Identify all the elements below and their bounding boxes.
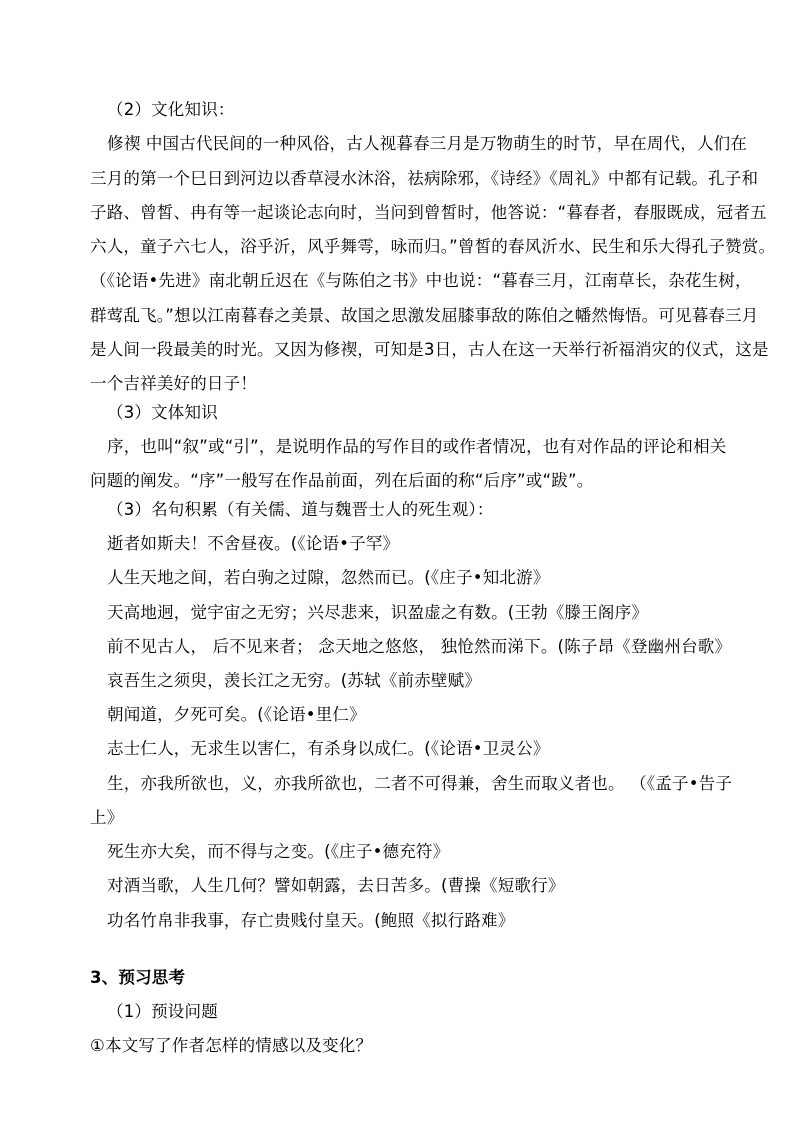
paragraph-line: 子路、曾皙、冉有等一起谈论志向时，当问到曾皙时，他答说：“暮春者，春服既成，冠者五 [90, 203, 767, 222]
paragraph-line: 三月的第一个巳日到河边以香草浸水沐浴，祛病除邪，《诗经》《周礼》中都有记载。孔子和 [90, 169, 759, 188]
paragraph-line: 六人，童子六七人，浴乎沂，风乎舞雩，咏而归。”曾皙的春风沂水、民生和乐大得孔子赞赏。 [90, 237, 776, 256]
quote-line: 志士仁人，无求生以害仁，有杀身以成仁。(《论语•卫灵公》 [107, 739, 550, 758]
quote-line: 人生天地之间，若白驹之过隙，忽然而已。(《庄子•知北游》 [107, 568, 550, 587]
paragraph-line: （《论语•先进》南北朝丘迟在《与陈伯之书》中也说：“暮春三月，江南草长，杂花生树， [90, 271, 752, 290]
heading-famous-quotes: （3）名句积累（有关儒、道与魏晋士人的死生观）： [107, 500, 494, 519]
question-line: ①本文写了作者怎样的情感以及变化？ [90, 1036, 373, 1055]
paragraph-line: 是人间一段最美的时光。又因为修禊，可知是3日，古人在这一天举行祈福消灾的仪式，这是 [90, 340, 769, 359]
quote-line: 功名竹帛非我事，存亡贵贱付皇天。(鲍照《拟行路难》 [107, 911, 515, 930]
quote-line: 对酒当歌，人生几何？譬如朝露，去日苦多。(曹操《短歌行》 [107, 876, 565, 895]
paragraph-line: 群莺乱飞。”想以江南暮春之美景、故国之思激发屈膝事敌的陈伯之幡然悔悟。可见暮春三月 [90, 306, 759, 325]
quote-line: 死生亦大矣，而不得与之变。(《庄子•德充符》 [107, 842, 450, 861]
heading-culture-knowledge: （2）文化知识： [107, 100, 235, 119]
quote-line: 前不见古人， 后不见来者； 念天地之悠悠， 独怆然而涕下。(陈子昂《登幽州台歌》 [107, 637, 732, 656]
quote-line: 逝者如斯夫！不舍昼夜。(《论语•子罕》 [107, 534, 400, 553]
quote-line: 天高地迥，觉宇宙之无穷；兴尽悲来，识盈虚之有数。(王勃《滕王阁序》 [107, 603, 649, 622]
paragraph-line: 一个吉祥美好的日子！ [90, 374, 257, 393]
quote-line: 哀吾生之须臾，羡长江之无穷。(苏轼《前赤壁赋》 [107, 671, 482, 690]
quote-line: 生，亦我所欲也，义，亦我所欲也，二者不可得兼，舍生而取义者也。 （《孟子•告子 [107, 774, 733, 793]
paragraph-line: 修禊 中国古代民间的一种风俗，古人视暮春三月是万物萌生的时节，早在周代，人们在 [107, 134, 748, 153]
quote-line: 朝闻道，夕死可矣。(《论语•里仁》 [107, 705, 366, 724]
heading-genre-knowledge: （3）文体知识 [107, 403, 218, 422]
paragraph-line: 序，也叫“叙”或“引”，是说明作品的写作目的或作者情况，也有对作品的评论和相关 [107, 437, 727, 456]
section-heading-preview: 3、预习思考 [90, 968, 186, 987]
paragraph-line: 问题的阐发。“序”一般写在作品前面，列在后面的称“后序”或“跋”。 [90, 471, 594, 490]
quote-line: 上》 [90, 808, 124, 827]
subheading-preset-questions: （1）预设问题 [107, 1002, 218, 1021]
